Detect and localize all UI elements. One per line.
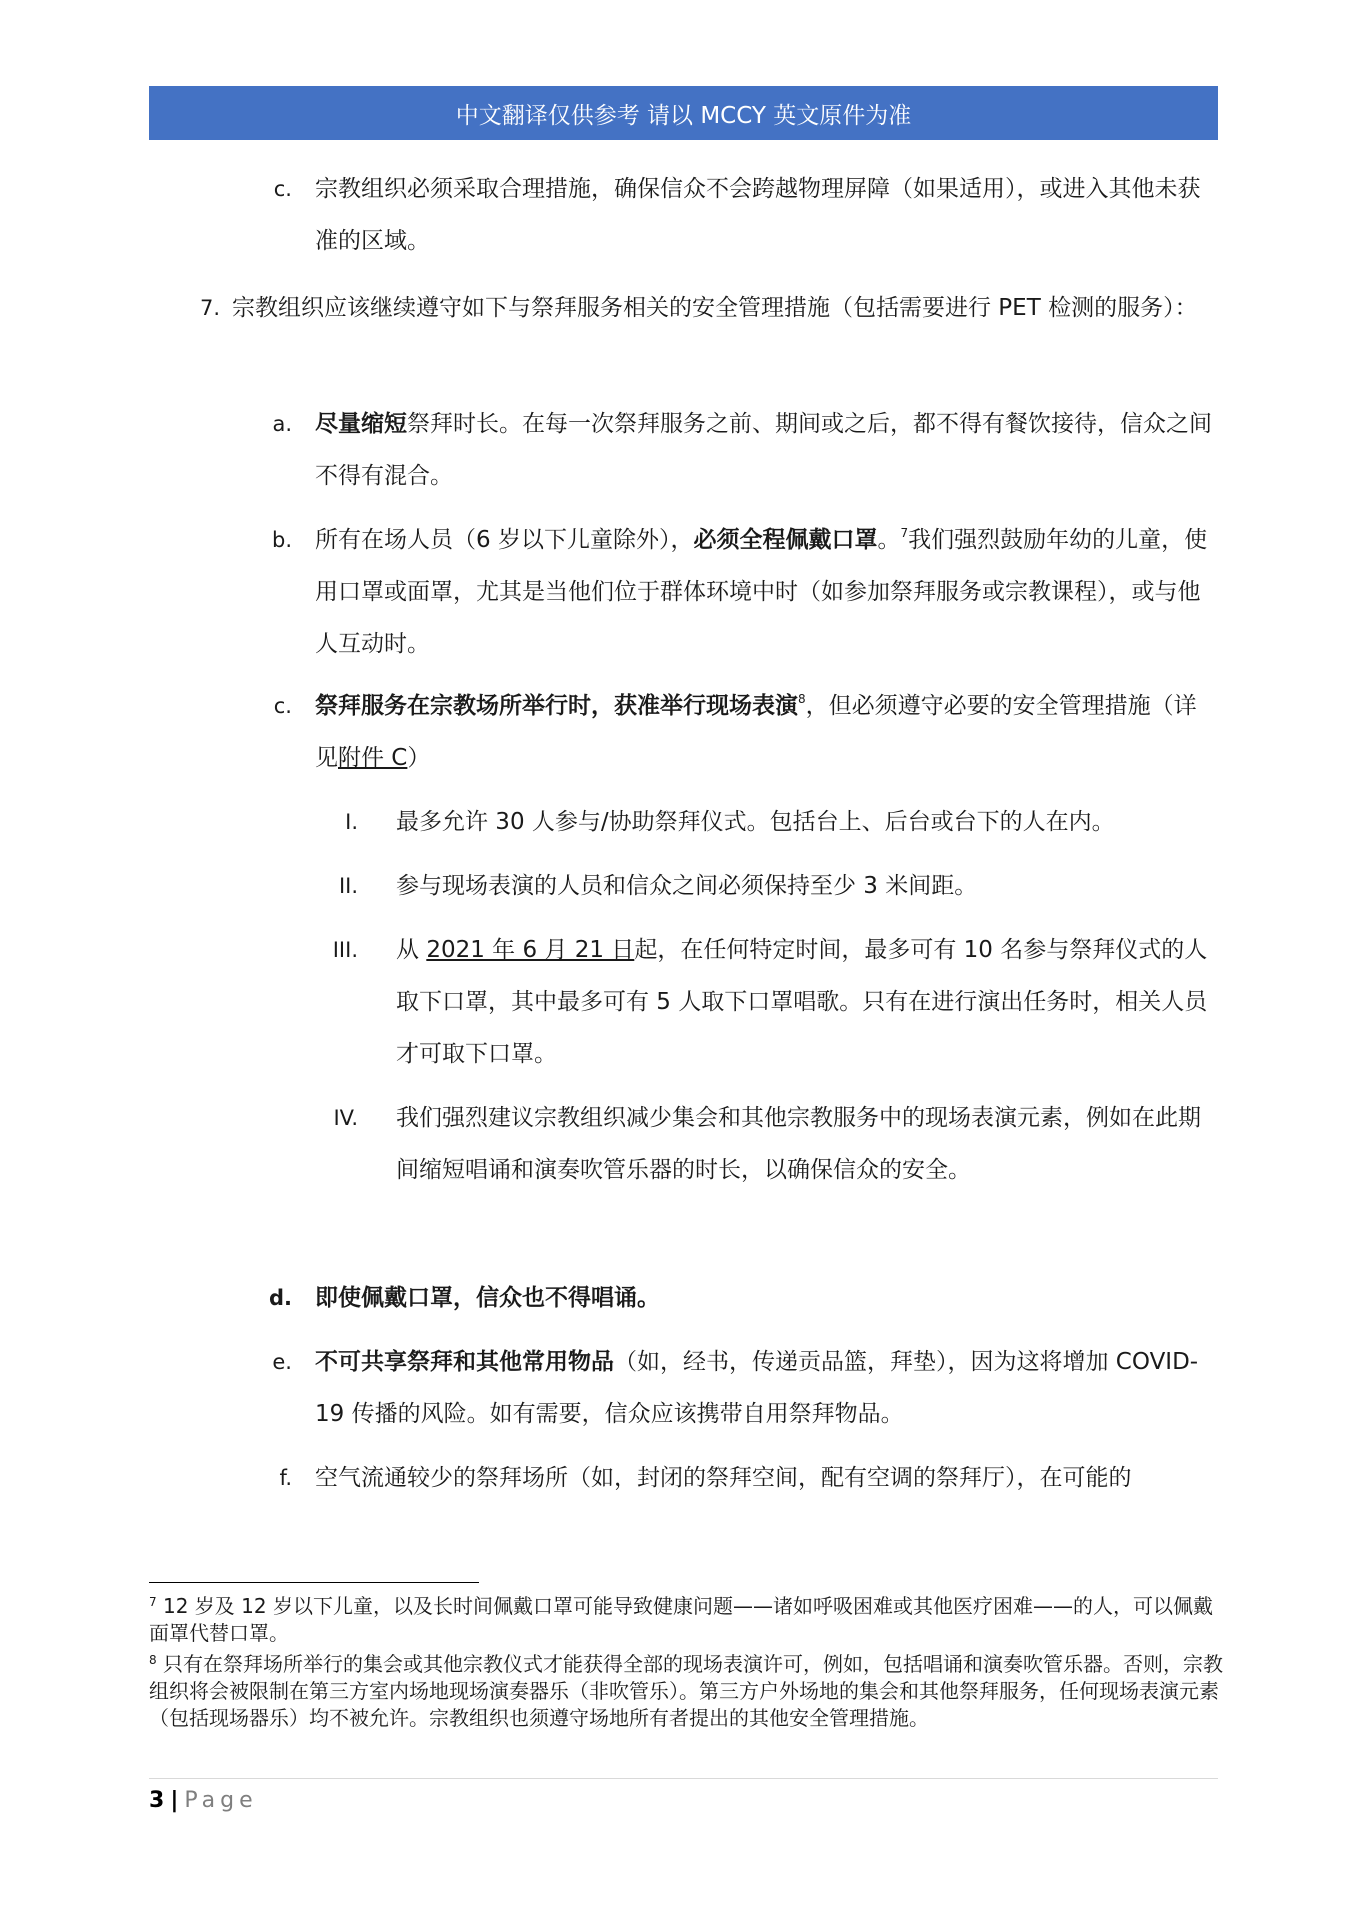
sub-item-I: 最多允许 30 人参与/协助祭拜仪式。包括台上、后台或台下的人在内。: [396, 809, 1115, 835]
sub-item-II: 参与现场表演的人员和信众之间必须保持至少 3 米间距。: [396, 873, 978, 899]
emphasis: 尽量缩短: [315, 411, 407, 437]
list-item-c-barriers: 宗教组织必须采取合理措施，确保信众不会跨越物理屏障（如果适用），或进入其他未获准的区域。: [315, 176, 1201, 254]
translation-notice-banner: 中文翻译仅供参考 请以 MCCY 英文原件为准: [149, 86, 1218, 140]
item-marker: b.: [271, 528, 292, 552]
item-text: 起，在任何特定时间，最多可有 10 名参与祭拜仪式的人取下口罩，其中最多可有 5 人取下口罩唱歌。只有在进行演出任务时，相关人员才可取下口罩。: [396, 937, 1208, 1067]
emphasis: 必须全程佩戴口罩: [693, 527, 878, 553]
item-marker: c.: [273, 694, 292, 718]
footnote-number: 8: [149, 1653, 157, 1667]
footnote-separator: [149, 1582, 479, 1583]
list-item-a: [315, 398, 1215, 502]
date-link[interactable]: 2021 年 6 月 21 日: [426, 937, 635, 963]
item-marker: I.: [345, 810, 358, 834]
footnote-ref-7[interactable]: 7: [900, 526, 909, 540]
paragraph-7: 宗教组织应该继续遵守如下与祭拜服务相关的安全管理措施（包括需要进行 PET 检测的服务）：: [232, 295, 1198, 321]
item-marker: d.: [268, 1286, 292, 1310]
item-text: 从: [396, 937, 427, 963]
emphasis: 即使佩戴口罩，信众也不得唱诵。: [315, 1285, 660, 1311]
sub-item-IV: 我们强烈建议宗教组织减少集会和其他宗教服务中的现场表演元素，例如在此期间缩短唱诵和演奏吹管乐器的时长，以确保信众的安全。: [396, 1105, 1201, 1183]
item-marker: IV.: [333, 1106, 358, 1130]
item-text: 。: [877, 527, 901, 553]
footer-separator: [149, 1778, 1218, 1779]
item-text: （如，经书，传递贡品篮，拜垫），因为这将增加 COVID-19 传播的风险。如有需要，信众应该携带自用祭拜物品。: [315, 1349, 1199, 1427]
page-number: 3: [149, 1788, 165, 1813]
footnote-8: [149, 1651, 1229, 1732]
item-text: 所有在场人员（6 岁以下儿童除外），: [315, 527, 694, 553]
item-marker: c.: [273, 177, 292, 201]
annex-c-link[interactable]: 附件 C: [338, 745, 408, 771]
item-marker: III.: [332, 938, 358, 962]
list-item-f: 空气流通较少的祭拜场所（如，封闭的祭拜空间，配有空调的祭拜厅），在可能的: [315, 1465, 1132, 1491]
page-footer: [149, 1786, 258, 1816]
footnote-ref-8[interactable]: 8: [798, 692, 806, 706]
item-marker: a.: [272, 412, 292, 436]
item-text: 我们强烈鼓励年幼的儿童，使用口罩或面罩，尤其是当他们位于群体环境中时（如参加祭拜服务或宗教课程），或与他人互动时。: [315, 527, 1208, 657]
item-marker: 7.: [199, 296, 220, 320]
item-marker: II.: [338, 874, 358, 898]
list-item-c-live-performance: [315, 680, 1215, 784]
footnote-7: [149, 1593, 1229, 1647]
item-marker: e.: [272, 1350, 292, 1374]
item-text: ）: [407, 745, 431, 771]
list-item-d: [315, 1272, 1215, 1324]
page-label: Page: [184, 1788, 258, 1813]
list-item-e: [315, 1336, 1215, 1440]
item-text: 祭拜时长。在每一次祭拜服务之前、期间或之后，都不得有餐饮接待，信众之间不得有混合。: [315, 411, 1212, 489]
emphasis: 祭拜服务在宗教场所举行时，获准举行现场表演: [315, 693, 798, 719]
footer-divider: |: [170, 1788, 179, 1813]
sub-item-III: [396, 924, 1216, 1080]
footnote-text: 只有在祭拜场所举行的集会或其他宗教仪式才能获得全部的现场表演许可，例如，包括唱诵和演奏吹管乐器。否则，宗教组织将会被限制在第三方室内场地现场演奏器乐（非吹管乐）。第三方户外场地的集会和其他祭拜服务，任何现场表演元素（包括现场器乐）均不被允许。宗教组织也须遵守场地所有者提出的其他安全管理措施。: [149, 1652, 1223, 1730]
item-text: ，但必须遵守必要的安全管理措施（详见: [315, 693, 1197, 771]
footnote-text: 12 岁及 12 岁以下儿童，以及长时间佩戴口罩可能导致健康问题——诸如呼吸困难或其他医疗困难——的人，可以佩戴面罩代替口罩。: [149, 1594, 1213, 1645]
emphasis: 不可共享祭拜和其他常用物品: [315, 1349, 614, 1375]
item-marker: f.: [279, 1466, 292, 1490]
footnote-number: 7: [149, 1595, 157, 1609]
list-item-b: [315, 514, 1215, 670]
